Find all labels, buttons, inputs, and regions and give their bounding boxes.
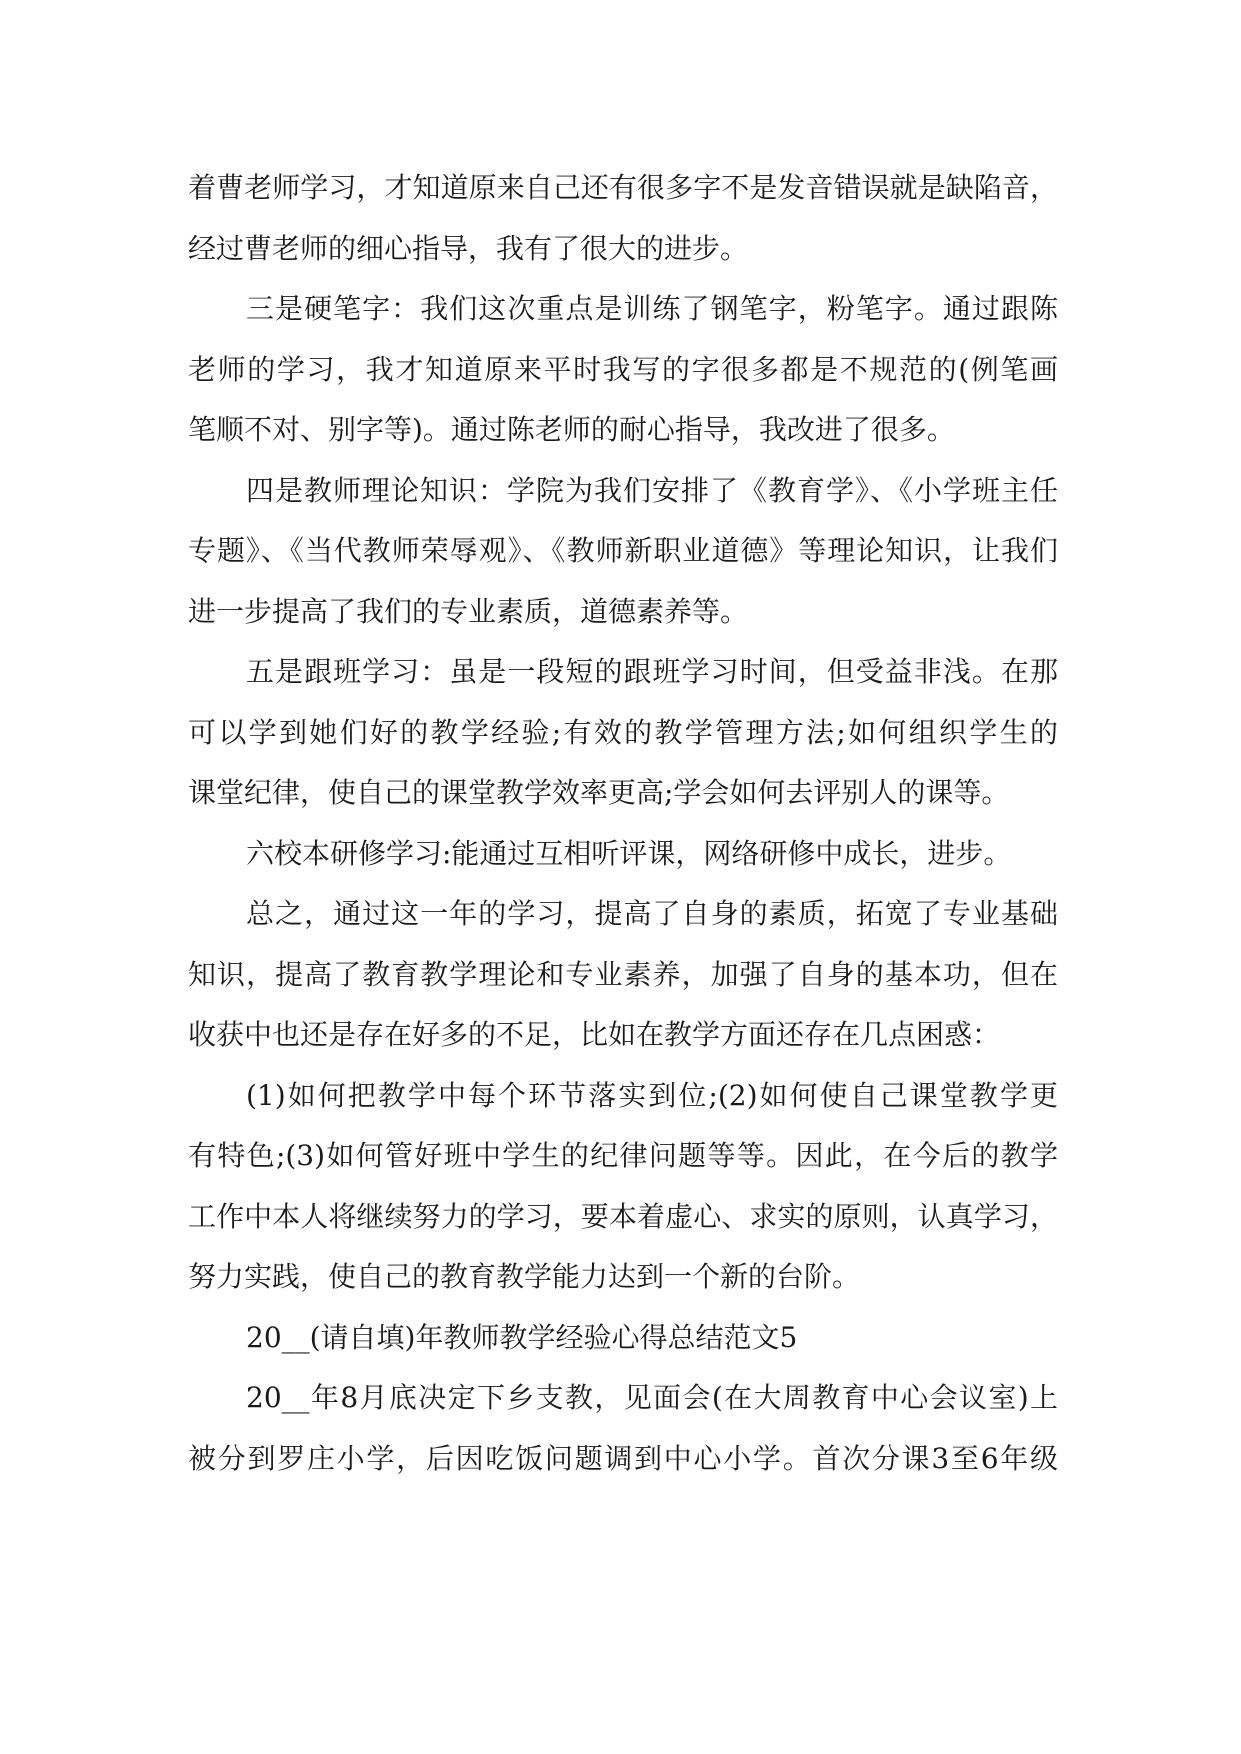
text-line: 有特色;(3)如何管好班中学生的纪律问题等等。因此，在今后的教学: [188, 1139, 1058, 1172]
text-line: 老师的学习，我才知道原来平时我写的字很多都是不规范的(例笔画: [188, 352, 1058, 386]
text-line: 工作中本人将继续努力的学习，要本着虚心、求实的原则，认真学习，: [188, 1199, 1058, 1233]
paragraph-school-study: [188, 824, 1058, 885]
paragraph-hard-pen: [188, 279, 1058, 461]
paragraph-theory: [188, 461, 1058, 643]
paragraph-essay-5-start: [188, 1368, 1058, 1489]
text-line: 总之，通过这一年的学习，提高了自身的素质，拓宽了专业基础: [246, 897, 1058, 930]
text-line: 专题》、《当代教师荣辱观》、《教师新职业道德》等理论知识，让我们: [188, 534, 1058, 567]
text-line: 20__(请自填)年教师教学经验心得总结范文5: [246, 1320, 798, 1354]
text-line: 笔顺不对、别字等)。通过陈老师的耐心指导，我改进了很多。: [188, 413, 955, 446]
text-line: 可以学到她们好的教学经验;有效的教学管理方法;如何组织学生的: [188, 715, 1058, 749]
document-body: [188, 158, 1058, 1489]
text-line: 进一步提高了我们的专业素质，道德素养等。: [188, 594, 749, 628]
text-line: 努力实践，使自己的教育教学能力达到一个新的台阶。: [188, 1260, 861, 1293]
text-line: 着曹老师学习，才知道原来自己还有很多字不是发音错误就是缺陷音，: [188, 171, 1058, 204]
paragraph-heading-5: [188, 1308, 1058, 1369]
text-line: 三是硬笔字：我们这次重点是训练了钢笔字，粉笔字。通过跟陈: [246, 292, 1058, 325]
text-line: 课堂纪律，使自己的课堂教学效率更高;学会如何去评别人的课等。: [188, 776, 1010, 809]
text-line: 收获中也还是存在好多的不足，比如在教学方面还存在几点困惑：: [188, 1018, 1001, 1051]
text-line: 五是跟班学习：虽是一段短的跟班学习时间，但受益非浅。在那: [246, 655, 1058, 688]
text-line: 四是教师理论知识：学院为我们安排了《教育学》、《小学班主任: [246, 473, 1058, 507]
text-line: 六校本研修学习:能通过互相听评课，网络研修中成长，进步。: [246, 836, 1012, 870]
text-line: 经过曹老师的细心指导，我有了很大的进步。: [188, 231, 749, 265]
paragraph-confusions: [188, 1066, 1058, 1308]
paragraph-summary: [188, 884, 1058, 1066]
text-line: (1)如何把教学中每个环节落实到位;(2)如何使自己课堂教学更: [246, 1078, 1058, 1112]
paragraph-class-follow: [188, 642, 1058, 824]
text-line: 20__年8月底决定下乡支教，见面会(在大周教育中心会议室)上: [246, 1381, 1058, 1414]
paragraph-intro-cont: [188, 158, 1058, 279]
text-line: 被分到罗庄小学，后因吃饭问题调到中心小学。首次分课3至6年级: [188, 1441, 1058, 1475]
text-line: 知识，提高了教育教学理论和专业素养，加强了自身的基本功，但在: [188, 957, 1058, 991]
